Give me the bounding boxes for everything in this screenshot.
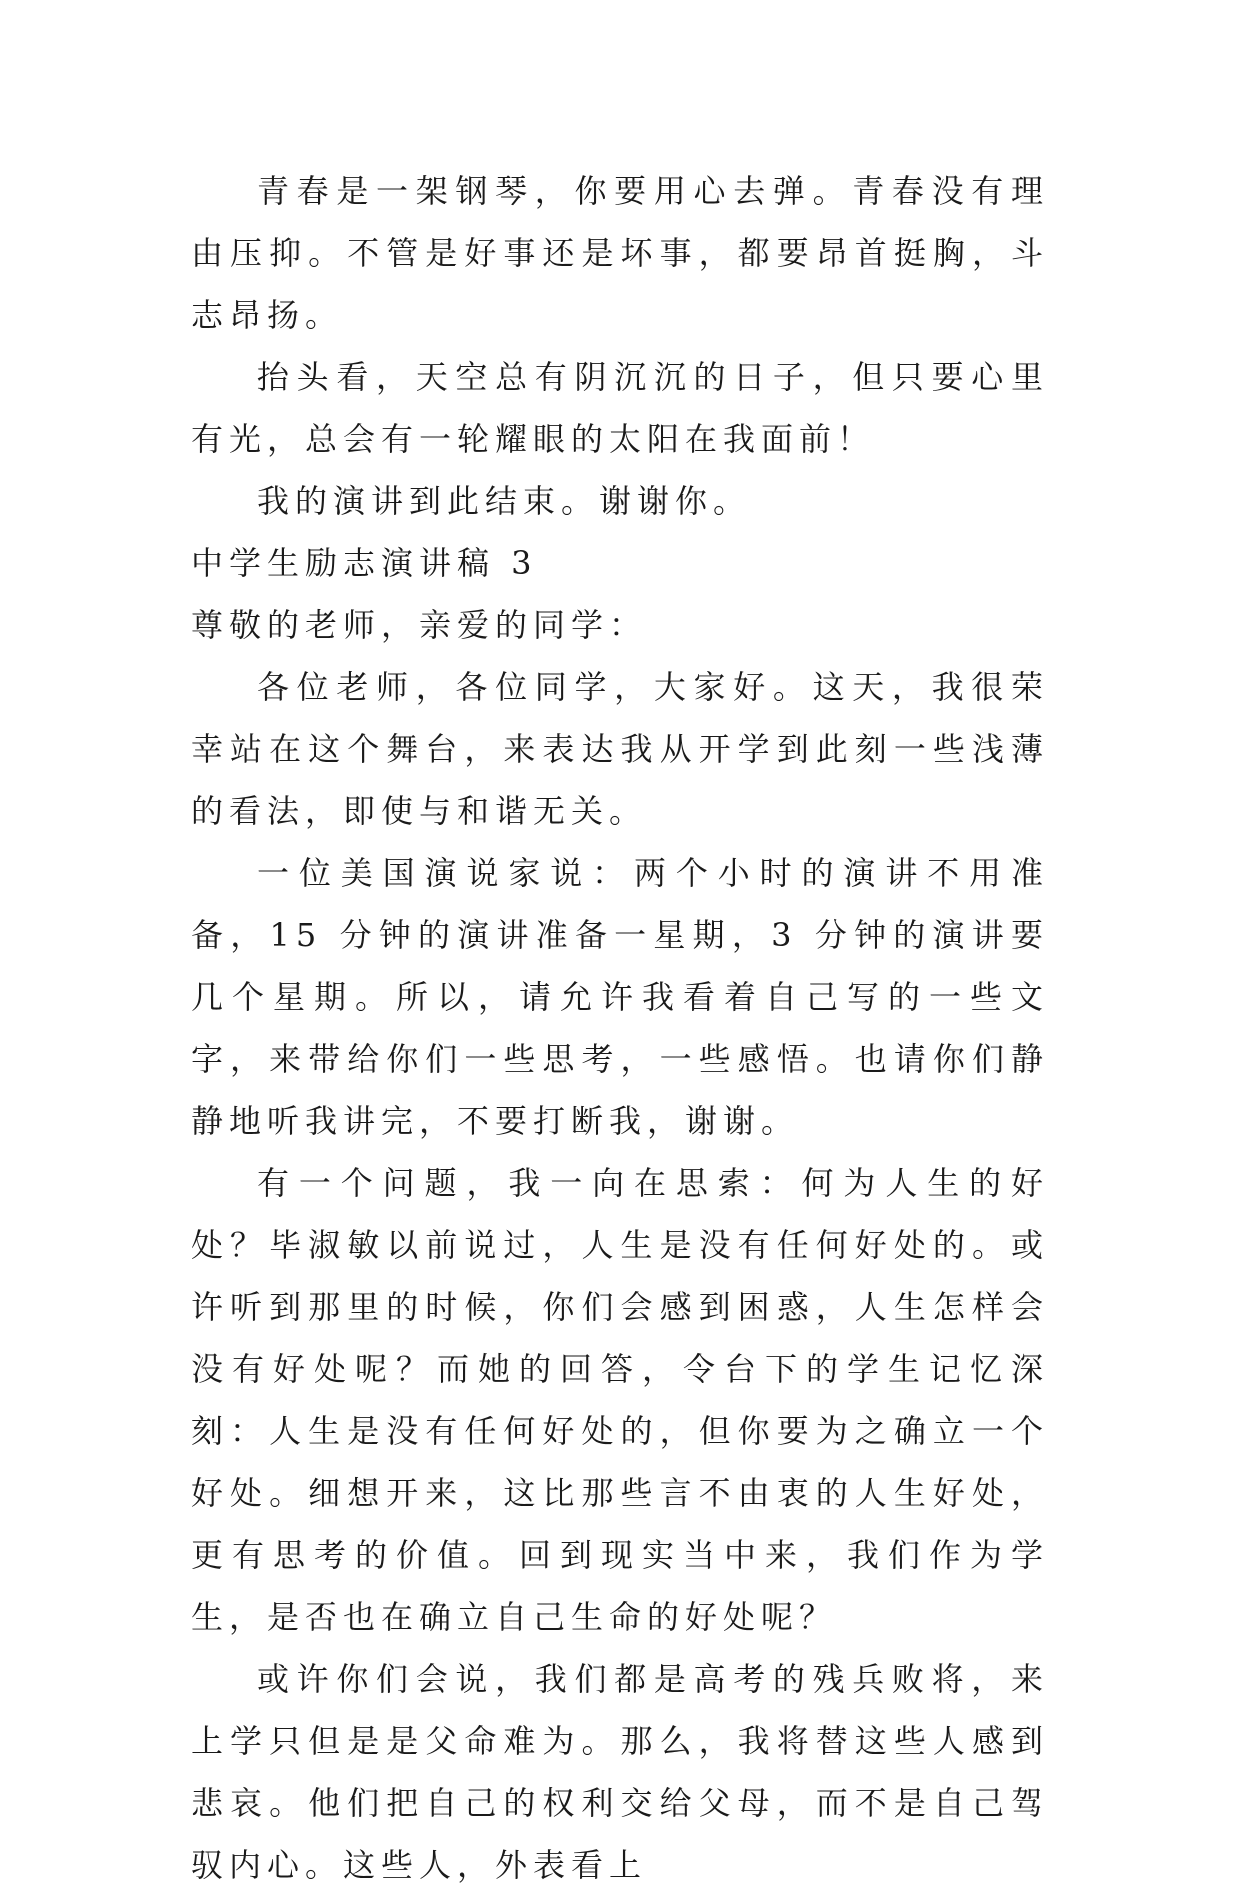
paragraph-american-speaker: 一位美国演说家说：两个小时的演讲不用准备，15 分钟的演讲准备一星期，3 分钟的演讲要几个星期。所以，请允许我看着自己写的一些文字，来带给你们一些思考，一些感悟。也请你们静静地听我讲完，不要打断我，谢谢。: [191, 854, 1049, 1140]
paragraph-speech-end: 我的演讲到此结束。谢谢你。: [257, 482, 752, 520]
paragraph-youth-piano: 青春是一架钢琴，你要用心去弹。青春没有理由压抑。不管是好事还是坏事，都要昂首挺胸，斗志昂扬。: [191, 172, 1049, 334]
document-body: [191, 160, 1049, 1896]
paragraph-look-up-sky: 抬头看，天空总有阴沉沉的日子，但只要心里有光，总会有一轮耀眼的太阳在我面前！: [191, 358, 1049, 458]
salutation: 尊敬的老师，亲爱的同学：: [191, 606, 648, 644]
paragraph-exam-losers: 或许你们会说，我们都是高考的残兵败将，来上学只但是是父命难为。那么，我将替这些人感到悲哀。他们把自己的权利交给父母，而不是自己驾驭内心。这些人，外表看上: [191, 1660, 1049, 1884]
paragraph-meaning-of-life: 有一个问题，我一向在思索：何为人生的好处？毕淑敏以前说过，人生是没有任何好处的。或许听到那里的时候，你们会感到困惑，人生怎样会没有好处呢？而她的回答，令台下的学生记忆深刻：人生是没有任何好处的，但你要为之确立一个好处。细想开来，这比那些言不由衷的人生好处，更有思考的价值。回到现实当中来，我们作为学生，是否也在确立自己生命的好处呢？: [191, 1164, 1049, 1636]
section-heading: 中学生励志演讲稿 3: [191, 544, 538, 582]
paragraph-greeting: 各位老师，各位同学，大家好。这天，我很荣幸站在这个舞台，来表达我从开学到此刻一些浅薄的看法，即使与和谐无关。: [191, 668, 1049, 830]
